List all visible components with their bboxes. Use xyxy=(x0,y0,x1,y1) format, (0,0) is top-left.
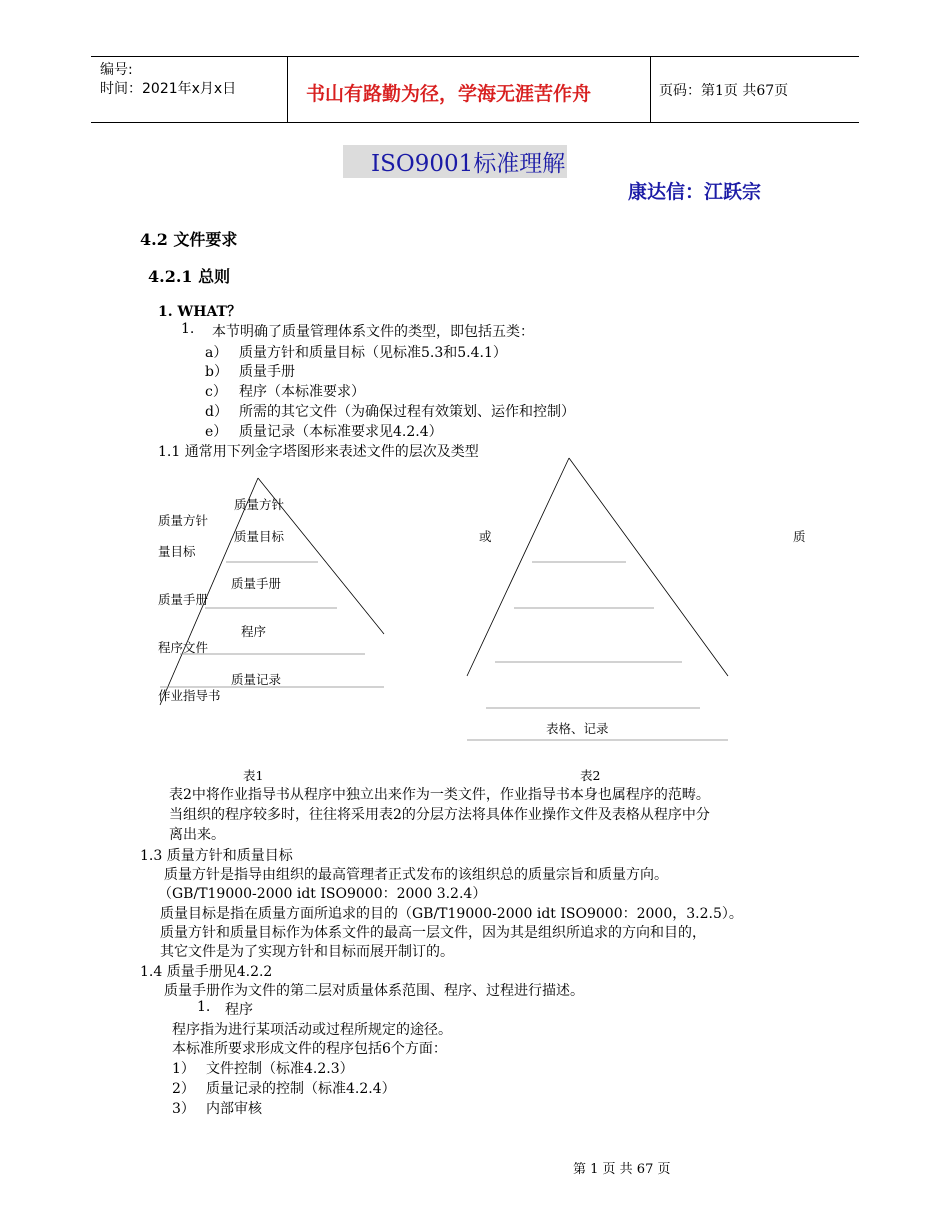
page-footer: 第 1 页 共 67 页 xyxy=(573,1162,671,1177)
left-outer-label: 作业指导书 xyxy=(158,688,221,703)
section-1-3-line: 质量目标是指在质量方面所追求的目的（GB/T19000-2000 idt ISO9000：2000，3.2.5）。 xyxy=(160,906,743,922)
sublist-text: 质量方针和质量目标（见标准5.3和5.4.1） xyxy=(239,345,507,361)
header-number-label: 编号: xyxy=(100,62,133,78)
left-pyramid-label: 程序 xyxy=(241,624,267,639)
paragraph-1-1: 1.1 通常用下列金字塔图形来表述文件的层次及类型 xyxy=(158,444,479,460)
header-time-label: 时间：2021年x月x日 xyxy=(100,81,237,97)
sublist-label: e） xyxy=(205,424,228,440)
paragraph-line: 当组织的程序较多时，往往将采用表2的分层方法将具体作业操作文件及表格从程序中分 xyxy=(169,807,710,823)
section-4-2-1-heading: 4.2.1 总则 xyxy=(148,267,231,286)
sublist-text: 质量手册 xyxy=(239,364,295,380)
sublist-label: a） xyxy=(205,345,228,361)
left-pyramid-label: 质量手册 xyxy=(231,576,282,591)
section-1-3-line: 质量方针是指导由组织的最高管理者正式发布的该组织总的质量宗旨和质量方向。 xyxy=(164,867,668,883)
section-1-3-line: （GB/T19000-2000 idt ISO9000：2000 3.2.4） xyxy=(158,886,487,902)
procedure-line: 程序指为进行某项活动或过程所规定的途径。 xyxy=(172,1022,452,1038)
diagram-caption-1: 表1 xyxy=(243,768,264,783)
what-heading: 1. WHAT？ xyxy=(158,304,241,320)
left-outer-label: 质量方针 xyxy=(158,513,209,528)
right-pyramid-left-edge xyxy=(467,458,569,676)
sublist-label: d） xyxy=(205,404,228,420)
paragraph-line: 表2中将作业指导书从程序中独立出来作为一类文件，作业指导书本身也属程序的范畴。 xyxy=(169,787,710,803)
procedure-item-text: 内部审核 xyxy=(206,1101,262,1117)
procedure-item-text: 质量记录的控制（标准4.2.4） xyxy=(206,1081,396,1097)
procedure-item-label: 3） xyxy=(172,1101,195,1117)
left-pyramid-label: 质量方针 xyxy=(234,497,285,512)
right-pyramid-right-edge xyxy=(569,458,728,676)
section-1-4-heading: 1.4 质量手册见4.2.2 xyxy=(140,964,273,980)
section-1-3-line: 其它文件是为了实现方针和目标而展开制订的。 xyxy=(160,944,454,960)
procedure-line: 本标准所要求形成文件的程序包括6个方面： xyxy=(172,1041,447,1057)
left-pyramid-label: 质量记录 xyxy=(231,672,282,687)
left-outer-label: 质量手册 xyxy=(158,592,209,607)
left-pyramid-label: 质量目标 xyxy=(234,529,285,544)
sublist-text: 所需的其它文件（为确保过程有效策划、运作和控制） xyxy=(239,404,575,420)
document-title: ISO9001标准理解 xyxy=(343,145,567,178)
left-outer-label: 程序文件 xyxy=(158,640,209,655)
sublist-label: b） xyxy=(205,364,228,380)
procedure-item-label: 1） xyxy=(172,1061,195,1077)
right-pyramid-bottom-label: 表格、记录 xyxy=(546,721,609,736)
header-slogan: 书山有路勤为径，学海无涯苦作舟 xyxy=(306,83,592,105)
section-1-3-heading: 1.3 质量方针和质量目标 xyxy=(140,848,293,864)
item1-number: 1. xyxy=(181,321,195,337)
procedure-title: 程序 xyxy=(225,1002,253,1018)
section-4-2-heading: 4.2 文件要求 xyxy=(140,230,238,249)
sublist-text: 质量记录（本标准要求见4.2.4） xyxy=(239,424,443,440)
header-page-label: 页码：第1页 共67页 xyxy=(659,83,789,99)
document-author: 康达信：江跃宗 xyxy=(628,181,762,203)
sublist-label: c） xyxy=(205,384,227,400)
diagram-caption-2: 表2 xyxy=(580,768,601,783)
left-outer-label: 量目标 xyxy=(158,544,196,559)
diagram-or-label: 或 xyxy=(479,529,492,544)
section-1-4-line: 质量手册作为文件的第二层对质量体系范围、程序、过程进行描述。 xyxy=(164,983,584,999)
item1-text: 本节明确了质量管理体系文件的类型，即包括五类： xyxy=(212,324,534,340)
procedure-item-text: 文件控制（标准4.2.3） xyxy=(206,1061,354,1077)
sublist-text: 程序（本标准要求） xyxy=(239,384,365,400)
paragraph-line: 离出来。 xyxy=(169,827,225,843)
diagram-right-edge-label: 质 xyxy=(793,529,806,544)
procedure-number: 1. xyxy=(197,999,211,1015)
section-1-3-line: 质量方针和质量目标作为体系文件的最高一层文件，因为其是组织所追求的方向和目的， xyxy=(160,925,706,941)
procedure-item-label: 2） xyxy=(172,1081,195,1097)
